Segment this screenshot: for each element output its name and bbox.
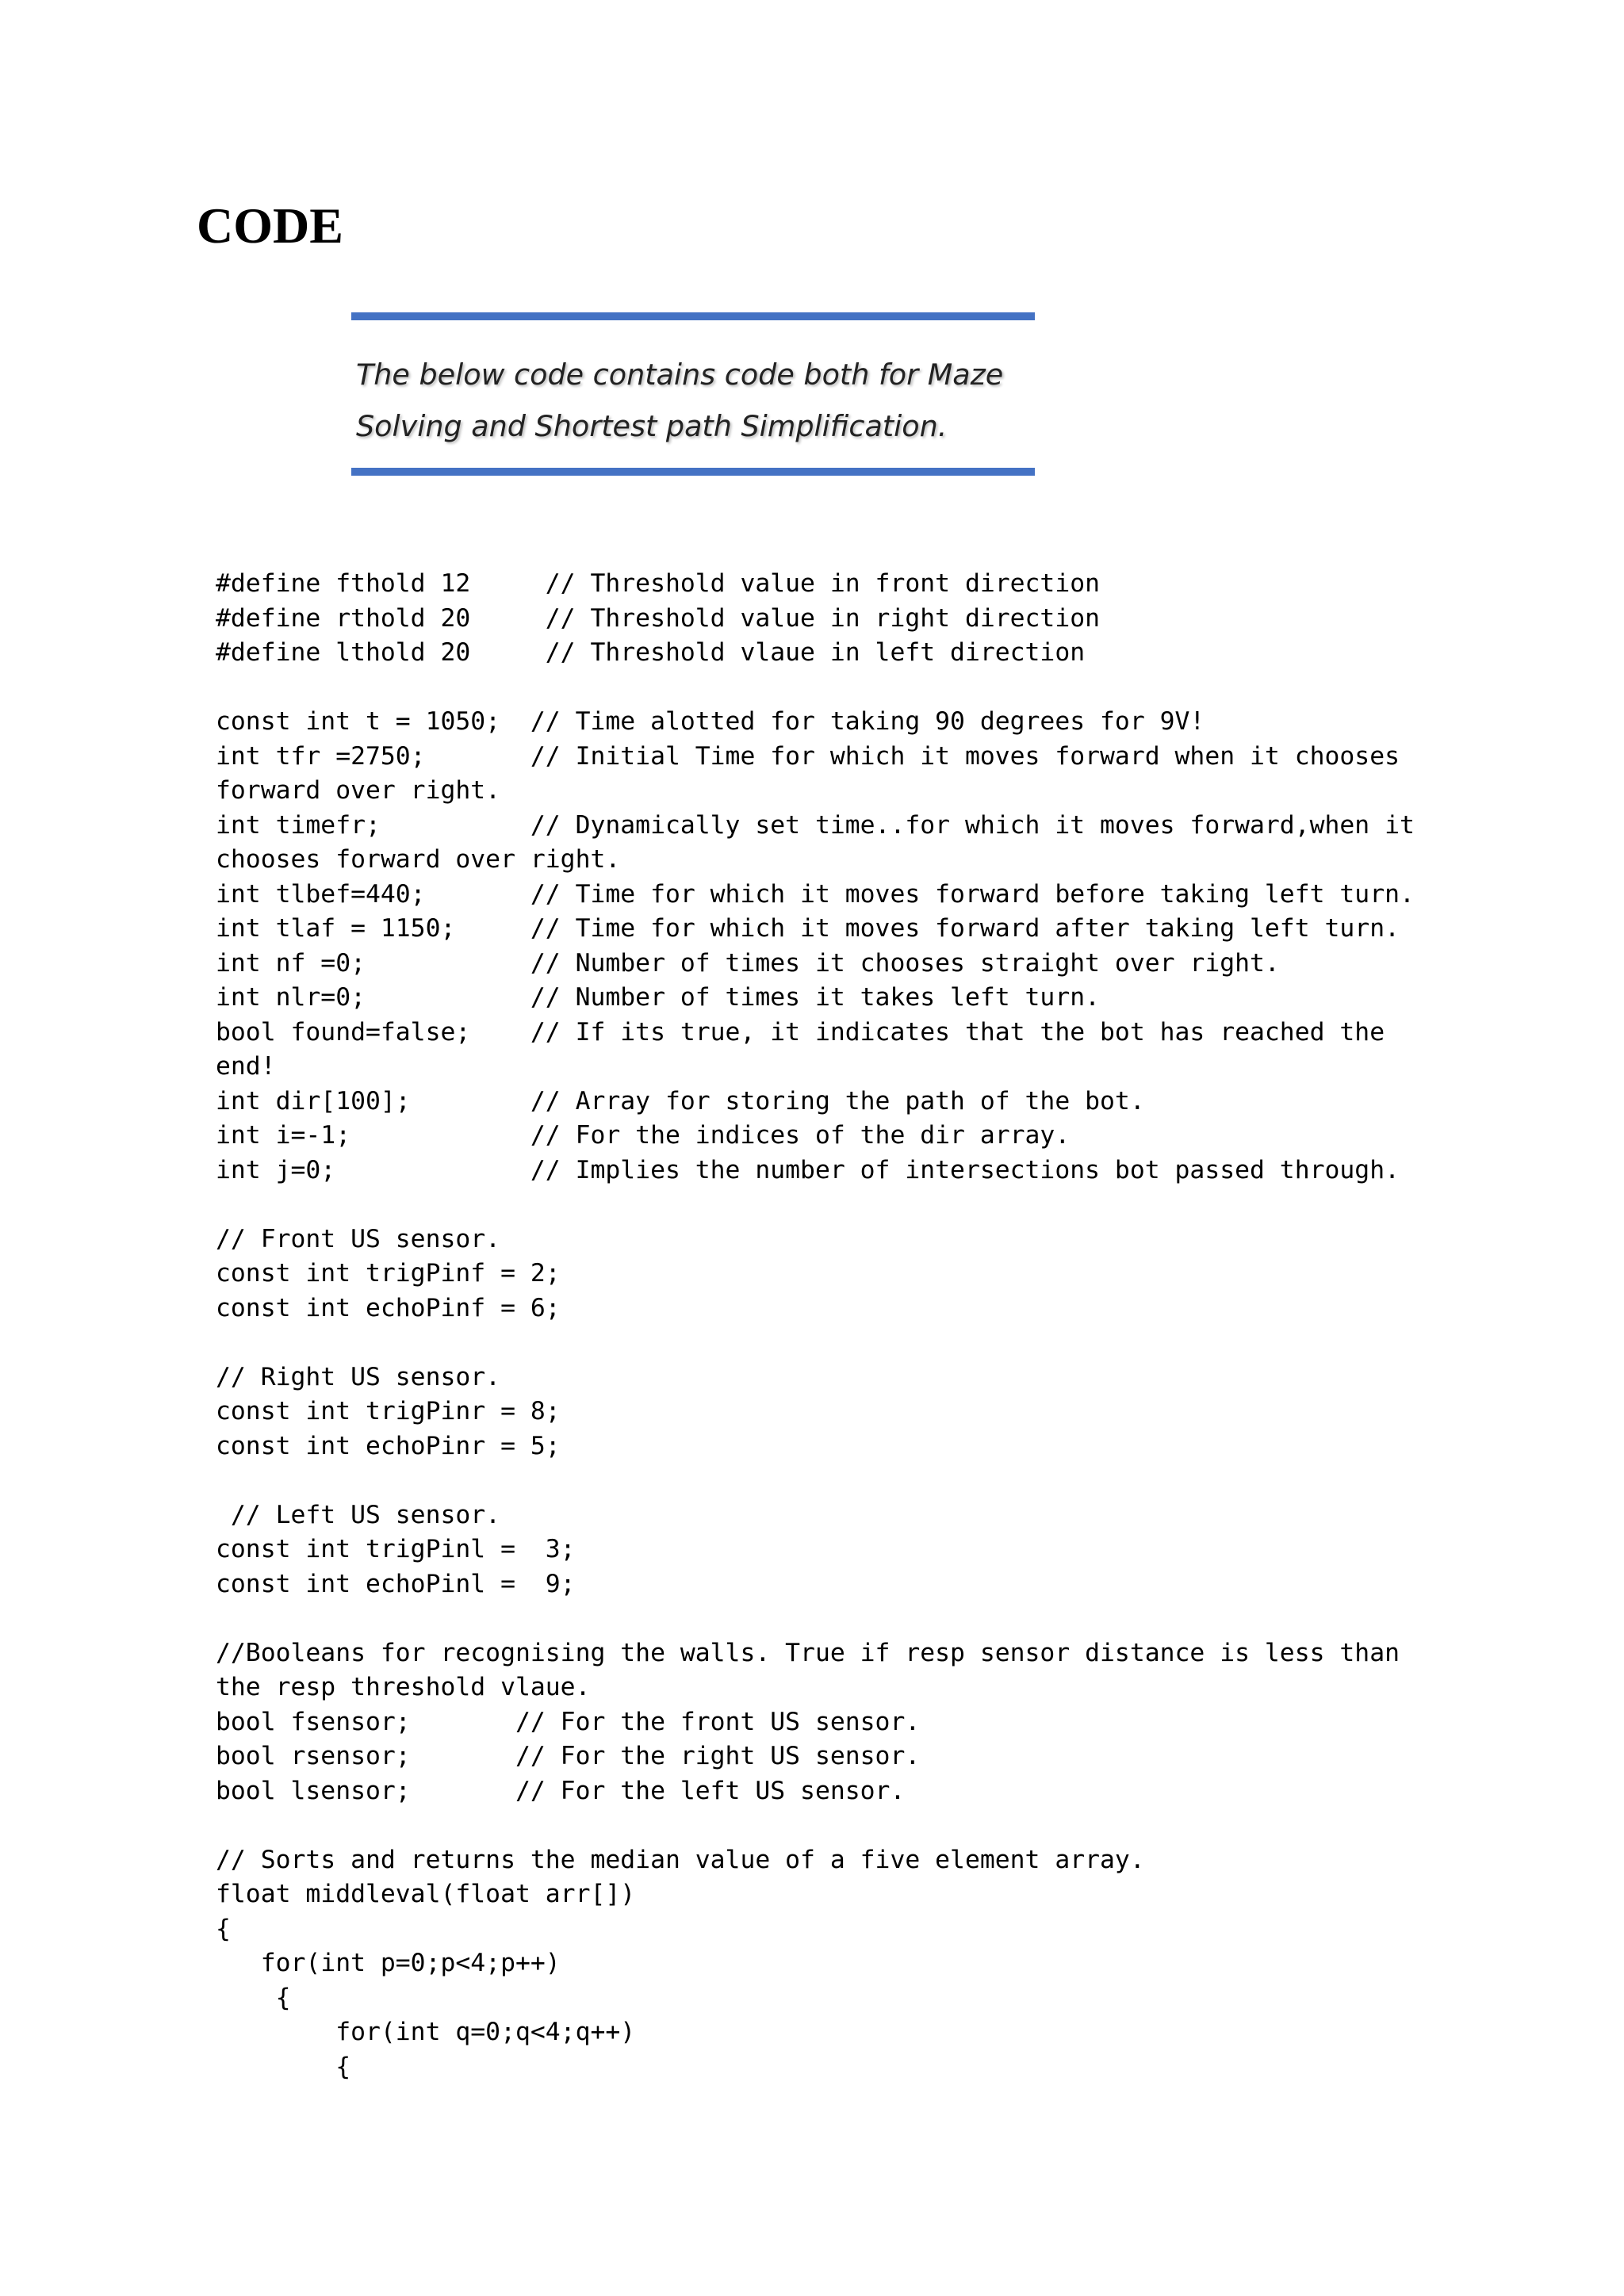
code-line: for(int p=0;p<4;p++) [216, 1949, 561, 1977]
code-line: const int trigPinl = 3; [216, 1535, 576, 1563]
code-line: const int t = 1050; // Time alotted for taking 90 degrees for 9V! [216, 707, 1205, 736]
code-line: bool lsensor; // For the left US sensor. [216, 1776, 906, 1805]
code-line: #define fthold 12 // Threshold value in front direction [216, 569, 1101, 598]
code-line: // Right US sensor. [216, 1362, 501, 1391]
code-line: //Booleans for recognising the walls. True if resp sensor distance is less than [216, 1638, 1400, 1667]
code-line: bool found=false; // If its true, it indicates that the bot has reached the [216, 1017, 1385, 1047]
callout-line-2: Solving and Shortest path Simplification. [356, 409, 948, 443]
page-title: CODE [197, 197, 343, 254]
code-line: chooses forward over right. [216, 845, 621, 874]
code-line [216, 1808, 1516, 1843]
code-line [216, 1601, 1516, 1636]
code-line: #define lthold 20 // Threshold vlaue in left direction [216, 638, 1086, 667]
code-line: int timefr; // Dynamically set time..for which it moves forward,when it [216, 810, 1415, 840]
code-line [216, 671, 1516, 706]
code-line: const int echoPinr = 5; [216, 1431, 561, 1460]
code-line [216, 1188, 1516, 1223]
code-line: int tfr =2750; // Initial Time for which it moves forward when it chooses [216, 741, 1400, 771]
code-listing [216, 567, 1516, 2084]
callout-text [356, 349, 1030, 452]
callout-line-1: The below code contains code both for Maze [356, 358, 1004, 392]
code-line: forward over right. [216, 776, 501, 805]
code-line: the resp threshold vlaue. [216, 1673, 591, 1701]
code-line: int nf =0; // Number of times it chooses straight over right. [216, 948, 1280, 978]
code-line: const int trigPinf = 2; [216, 1259, 561, 1288]
code-line: const int echoPinf = 6; [216, 1293, 561, 1322]
code-line: for(int q=0;q<4;q++) [216, 2018, 636, 2046]
code-line: float middleval(float arr[]) [216, 1880, 636, 1908]
code-line: int nlr=0; // Number of times it takes left turn. [216, 983, 1101, 1012]
code-line: #define rthold 20 // Threshold value in right direction [216, 603, 1101, 633]
code-line: // Front US sensor. [216, 1224, 501, 1253]
code-line: int j=0; // Implies the number of intersections bot passed through. [216, 1155, 1400, 1184]
code-line: const int echoPinl = 9; [216, 1569, 576, 1598]
code-line [216, 1464, 1516, 1498]
code-line: int tlbef=440; // Time for which it moves forward before taking left turn. [216, 879, 1415, 909]
code-line: { [216, 1914, 231, 1943]
code-line: end! [216, 1052, 276, 1081]
code-line: bool rsensor; // For the right US sensor. [216, 1742, 921, 1770]
code-line: { [216, 1983, 291, 2012]
code-line: { [216, 2052, 351, 2081]
code-line: int i=-1; // For the indices of the dir array. [216, 1121, 1071, 1150]
intro-callout [351, 312, 1035, 476]
code-line: int tlaf = 1150; // Time for which it moves forward after taking left turn. [216, 914, 1400, 943]
code-line: // Sorts and returns the median value of a five element array. [216, 1845, 1145, 1874]
code-line: // Left US sensor. [216, 1500, 501, 1529]
code-line: bool fsensor; // For the front US sensor. [216, 1707, 921, 1736]
code-line: int dir[100]; // Array for storing the path of the bot. [216, 1086, 1145, 1115]
code-line [216, 1326, 1516, 1360]
code-line: const int trigPinr = 8; [216, 1397, 561, 1425]
